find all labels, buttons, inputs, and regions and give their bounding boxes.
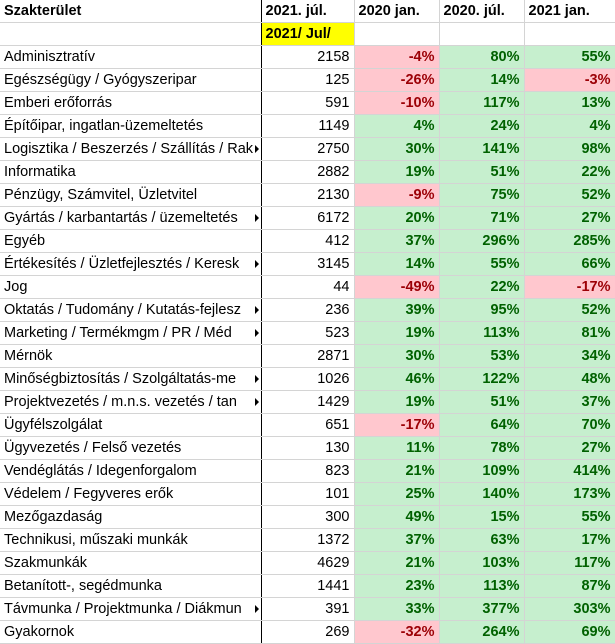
- table-row: [0, 598, 615, 621]
- percent-cell[interactable]: 78%: [439, 437, 524, 460]
- percent-cell[interactable]: 55%: [439, 253, 524, 276]
- category-name-cell[interactable]: [0, 115, 261, 138]
- overflow-arrow-icon: [255, 398, 259, 406]
- category-name-cell[interactable]: [0, 368, 261, 391]
- category-name-cell[interactable]: [0, 322, 261, 345]
- category-name-cell[interactable]: [0, 529, 261, 552]
- table-row: [0, 92, 615, 115]
- count-cell[interactable]: 125: [261, 69, 354, 92]
- percent-cell[interactable]: 17%: [524, 529, 615, 552]
- table-row: [0, 621, 615, 644]
- category-name: Védelem / Fegyveres erők: [4, 486, 174, 502]
- category-name: Egyéb: [4, 233, 46, 249]
- header-row: [0, 0, 615, 23]
- percent-cell[interactable]: 30%: [354, 138, 439, 161]
- percent-cell[interactable]: 51%: [439, 391, 524, 414]
- percent-cell[interactable]: 173%: [524, 483, 615, 506]
- count-cell[interactable]: 2130: [261, 184, 354, 207]
- category-name-cell[interactable]: [0, 184, 261, 207]
- category-name: Technikusi, műszaki munkák: [4, 532, 188, 548]
- table-row: [0, 506, 615, 529]
- overflow-arrow-icon: [255, 375, 259, 383]
- percent-cell[interactable]: 53%: [439, 345, 524, 368]
- percent-cell[interactable]: 37%: [524, 391, 615, 414]
- percent-cell[interactable]: -17%: [524, 276, 615, 299]
- count-cell[interactable]: 101: [261, 483, 354, 506]
- percent-cell[interactable]: 52%: [524, 184, 615, 207]
- category-name: Informatika: [4, 164, 76, 180]
- percent-cell[interactable]: 37%: [354, 529, 439, 552]
- count-cell[interactable]: 2871: [261, 345, 354, 368]
- table-row: [0, 299, 615, 322]
- category-name-cell[interactable]: [0, 161, 261, 184]
- subheader-empty-cell[interactable]: [439, 23, 524, 46]
- category-name: Pénzügy, Számvitel, Üzletvitel: [4, 187, 198, 203]
- percent-cell[interactable]: 55%: [524, 46, 615, 69]
- table-row: [0, 552, 615, 575]
- percent-cell[interactable]: 22%: [439, 276, 524, 299]
- table-row: [0, 115, 615, 138]
- percent-cell[interactable]: 39%: [354, 299, 439, 322]
- percent-cell[interactable]: 24%: [439, 115, 524, 138]
- table-row: [0, 138, 615, 161]
- percent-cell[interactable]: 377%: [439, 598, 524, 621]
- percent-cell[interactable]: 63%: [439, 529, 524, 552]
- category-name: Mezőgazdaság: [4, 509, 103, 525]
- category-name: Gyártás / karbantartás / üzemeltetés: [4, 210, 238, 226]
- table-row: [0, 460, 615, 483]
- category-name-cell[interactable]: [0, 299, 261, 322]
- percent-cell[interactable]: 264%: [439, 621, 524, 644]
- table-row: [0, 253, 615, 276]
- percent-cell[interactable]: 14%: [439, 69, 524, 92]
- table-row: [0, 161, 615, 184]
- count-cell[interactable]: 1149: [261, 115, 354, 138]
- percent-cell[interactable]: -10%: [354, 92, 439, 115]
- overflow-arrow-icon: [255, 306, 259, 314]
- percent-cell[interactable]: 11%: [354, 437, 439, 460]
- overflow-arrow-icon: [255, 260, 259, 268]
- category-name-cell[interactable]: [0, 598, 261, 621]
- percent-cell[interactable]: 122%: [439, 368, 524, 391]
- count-cell[interactable]: 130: [261, 437, 354, 460]
- category-name-cell[interactable]: [0, 506, 261, 529]
- category-name: Értékesítés / Üzletfejlesztés / Keresk: [4, 256, 240, 272]
- percent-cell[interactable]: 51%: [439, 161, 524, 184]
- count-cell[interactable]: 1372: [261, 529, 354, 552]
- category-name-cell[interactable]: [0, 207, 261, 230]
- percent-cell[interactable]: 13%: [524, 92, 615, 115]
- table-row: [0, 368, 615, 391]
- table-row: [0, 322, 615, 345]
- category-name-cell[interactable]: [0, 46, 261, 69]
- count-cell[interactable]: 2750: [261, 138, 354, 161]
- category-name-cell[interactable]: [0, 92, 261, 115]
- subheader-row: [0, 23, 615, 46]
- percent-cell[interactable]: 37%: [354, 230, 439, 253]
- percent-cell[interactable]: -26%: [354, 69, 439, 92]
- category-name: Marketing / Termékmgm / PR / Méd: [4, 325, 232, 341]
- percent-cell[interactable]: 19%: [354, 161, 439, 184]
- percent-cell[interactable]: 55%: [524, 506, 615, 529]
- count-cell[interactable]: 412: [261, 230, 354, 253]
- overflow-arrow-icon: [255, 605, 259, 613]
- category-name: Távmunka / Projektmunka / Diákmun: [4, 601, 242, 617]
- category-name: Logisztika / Beszerzés / Szállítás / Rak: [4, 141, 254, 157]
- category-name: Építőipar, ingatlan-üzemeltetés: [4, 118, 204, 134]
- percent-cell[interactable]: 141%: [439, 138, 524, 161]
- category-name: Oktatás / Tudomány / Kutatás-fejlesz: [4, 302, 241, 318]
- count-cell[interactable]: 391: [261, 598, 354, 621]
- category-name-cell[interactable]: [0, 69, 261, 92]
- percent-cell[interactable]: 46%: [354, 368, 439, 391]
- table-row: [0, 483, 615, 506]
- count-cell[interactable]: 651: [261, 414, 354, 437]
- percent-cell[interactable]: 414%: [524, 460, 615, 483]
- percent-cell[interactable]: 23%: [354, 575, 439, 598]
- percent-cell[interactable]: 30%: [354, 345, 439, 368]
- category-name: Jog: [4, 279, 28, 295]
- table-row: [0, 184, 615, 207]
- category-name-cell[interactable]: [0, 414, 261, 437]
- category-name-cell[interactable]: [0, 138, 261, 161]
- percent-cell[interactable]: 21%: [354, 552, 439, 575]
- count-cell[interactable]: 6172: [261, 207, 354, 230]
- table-row: [0, 345, 615, 368]
- header-col1[interactable]: 2021. júl.: [261, 0, 354, 23]
- overflow-arrow-icon: [255, 145, 259, 153]
- percent-cell[interactable]: 80%: [439, 46, 524, 69]
- subheader-col1[interactable]: 2021/ Jul/: [261, 23, 354, 46]
- percent-cell[interactable]: 14%: [354, 253, 439, 276]
- percent-cell[interactable]: 109%: [439, 460, 524, 483]
- percent-cell[interactable]: 25%: [354, 483, 439, 506]
- count-cell[interactable]: 1026: [261, 368, 354, 391]
- percent-cell[interactable]: 15%: [439, 506, 524, 529]
- category-name-cell[interactable]: [0, 345, 261, 368]
- percent-cell[interactable]: -32%: [354, 621, 439, 644]
- count-cell[interactable]: 269: [261, 621, 354, 644]
- header-col3[interactable]: 2020. júl.: [439, 0, 524, 23]
- table-row: [0, 207, 615, 230]
- percent-cell[interactable]: -4%: [354, 46, 439, 69]
- subheader-empty-cell[interactable]: [0, 23, 261, 46]
- percent-cell[interactable]: 140%: [439, 483, 524, 506]
- subheader-empty-cell[interactable]: [354, 23, 439, 46]
- percent-cell[interactable]: 103%: [439, 552, 524, 575]
- percent-cell[interactable]: 34%: [524, 345, 615, 368]
- category-name: Adminisztratív: [4, 49, 96, 65]
- percent-cell[interactable]: 4%: [354, 115, 439, 138]
- table-row: [0, 575, 615, 598]
- count-cell[interactable]: 44: [261, 276, 354, 299]
- count-cell[interactable]: 3145: [261, 253, 354, 276]
- table-row: [0, 529, 615, 552]
- percent-cell[interactable]: 296%: [439, 230, 524, 253]
- header-col4[interactable]: 2021 jan.: [524, 0, 615, 23]
- percent-cell[interactable]: 98%: [524, 138, 615, 161]
- percent-cell[interactable]: -3%: [524, 69, 615, 92]
- percent-cell[interactable]: 69%: [524, 621, 615, 644]
- category-name-cell[interactable]: [0, 621, 261, 644]
- table-row: [0, 437, 615, 460]
- percent-cell[interactable]: 33%: [354, 598, 439, 621]
- percent-cell[interactable]: 49%: [354, 506, 439, 529]
- count-cell[interactable]: 823: [261, 460, 354, 483]
- category-name-cell[interactable]: [0, 253, 261, 276]
- category-name: Gyakornok: [4, 624, 75, 640]
- percent-cell[interactable]: 27%: [524, 437, 615, 460]
- count-cell[interactable]: 2158: [261, 46, 354, 69]
- category-name-cell[interactable]: [0, 437, 261, 460]
- percent-cell[interactable]: -9%: [354, 184, 439, 207]
- percent-cell[interactable]: 95%: [439, 299, 524, 322]
- category-name: Egészségügy / Gyógyszeripar: [4, 72, 197, 88]
- header-col2[interactable]: 2020 jan.: [354, 0, 439, 23]
- percent-cell[interactable]: 117%: [524, 552, 615, 575]
- overflow-arrow-icon: [255, 329, 259, 337]
- percent-cell[interactable]: 19%: [354, 391, 439, 414]
- percent-cell[interactable]: 21%: [354, 460, 439, 483]
- percent-cell[interactable]: 113%: [439, 322, 524, 345]
- percent-cell[interactable]: -49%: [354, 276, 439, 299]
- category-name-cell[interactable]: [0, 575, 261, 598]
- count-cell[interactable]: 591: [261, 92, 354, 115]
- count-cell[interactable]: 236: [261, 299, 354, 322]
- percent-cell[interactable]: 285%: [524, 230, 615, 253]
- category-name: Projektvezetés / m.n.s. vezetés / tan: [4, 394, 237, 410]
- category-name: Ügyfélszolgálat: [4, 417, 103, 433]
- percent-cell[interactable]: 303%: [524, 598, 615, 621]
- percent-cell[interactable]: 75%: [439, 184, 524, 207]
- table-row: [0, 69, 615, 92]
- category-name: Betanított-, segédmunka: [4, 578, 162, 594]
- percent-cell[interactable]: 81%: [524, 322, 615, 345]
- category-name: Vendéglátás / Idegenforgalom: [4, 463, 197, 479]
- table-row: [0, 391, 615, 414]
- percent-cell[interactable]: 4%: [524, 115, 615, 138]
- count-cell[interactable]: 300: [261, 506, 354, 529]
- count-cell[interactable]: 4629: [261, 552, 354, 575]
- count-cell[interactable]: 523: [261, 322, 354, 345]
- percent-cell[interactable]: 48%: [524, 368, 615, 391]
- category-name-cell[interactable]: [0, 230, 261, 253]
- percent-cell[interactable]: 52%: [524, 299, 615, 322]
- percent-cell[interactable]: 66%: [524, 253, 615, 276]
- table-row: [0, 46, 615, 69]
- category-name-cell[interactable]: [0, 276, 261, 299]
- category-name-cell[interactable]: [0, 460, 261, 483]
- header-name[interactable]: Szakterület: [0, 0, 261, 23]
- percent-cell[interactable]: 22%: [524, 161, 615, 184]
- category-name-cell[interactable]: [0, 483, 261, 506]
- percent-cell[interactable]: 64%: [439, 414, 524, 437]
- category-name: Mérnök: [4, 348, 53, 364]
- percent-cell[interactable]: 87%: [524, 575, 615, 598]
- percent-cell[interactable]: 117%: [439, 92, 524, 115]
- category-name-cell[interactable]: [0, 391, 261, 414]
- overflow-arrow-icon: [255, 214, 259, 222]
- count-cell[interactable]: 2882: [261, 161, 354, 184]
- percent-cell[interactable]: 113%: [439, 575, 524, 598]
- category-name: Minőségbiztosítás / Szolgáltatás-me: [4, 371, 237, 387]
- percent-cell[interactable]: 27%: [524, 207, 615, 230]
- category-name-cell[interactable]: [0, 552, 261, 575]
- category-name: Ügyvezetés / Felső vezetés: [4, 440, 182, 456]
- count-cell[interactable]: 1441: [261, 575, 354, 598]
- category-name: Szakmunkák: [4, 555, 88, 571]
- percent-cell[interactable]: 71%: [439, 207, 524, 230]
- table-row: [0, 414, 615, 437]
- percent-cell[interactable]: 19%: [354, 322, 439, 345]
- percent-cell[interactable]: 70%: [524, 414, 615, 437]
- table-row: [0, 276, 615, 299]
- percent-cell[interactable]: 20%: [354, 207, 439, 230]
- count-cell[interactable]: 1429: [261, 391, 354, 414]
- percent-cell[interactable]: -17%: [354, 414, 439, 437]
- category-name: Emberi erőforrás: [4, 95, 112, 111]
- table-row: [0, 230, 615, 253]
- subheader-empty-cell[interactable]: [524, 23, 615, 46]
